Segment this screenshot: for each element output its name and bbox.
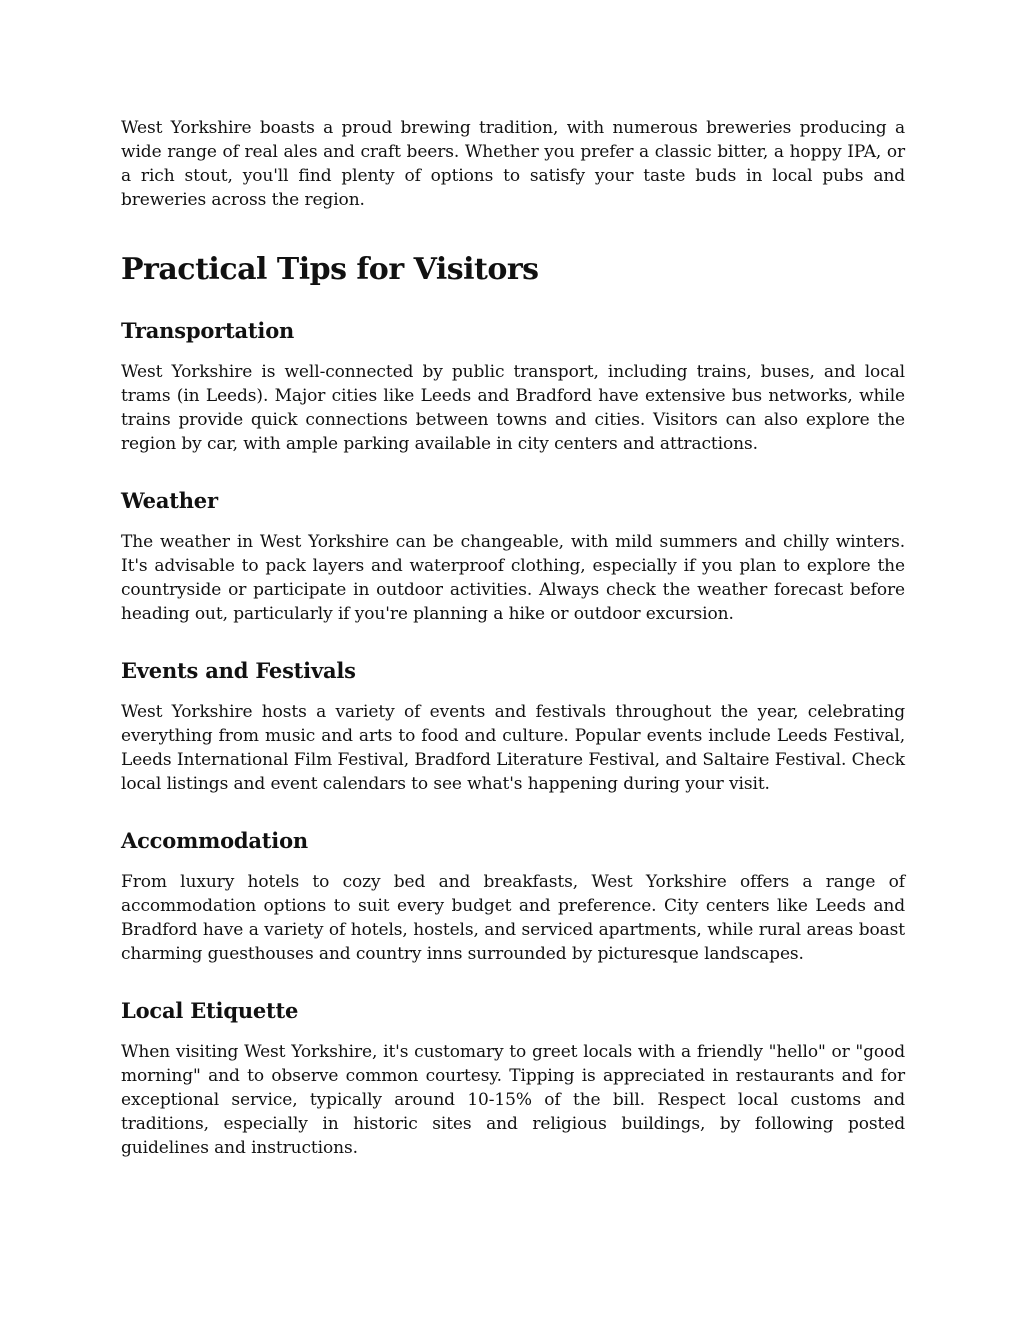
section-title-etiquette: Local Etiquette [121, 998, 299, 1023]
section-weather [121, 486, 905, 626]
section-title-transportation: Transportation [121, 318, 295, 343]
section-etiquette [121, 996, 905, 1160]
section-transportation [121, 316, 905, 456]
section-body-etiquette: When visiting West Yorkshire, it's customary to greet locals with a friendly "hello" or "good morning" and to observe common courtesy. Tipping is appreciated in restaurants and for exceptional service, typically around 10-15% of the bill. Respect local customs and traditions, especially in historic sites and religious buildings, by following posted guidelines and instructions. [121, 1042, 905, 1158]
page-heading: Practical Tips for Visitors [121, 252, 539, 287]
section-title-events: Events and Festivals [121, 658, 356, 683]
intro-paragraph: West Yorkshire boasts a proud brewing tradition, with numerous breweries producing a wide range of real ales and craft beers. Whether you prefer a classic bitter, a hoppy IPA, or a rich stout, you'll find plenty of options to satisfy your taste buds in local pubs and breweries across the region. [121, 118, 905, 210]
document-page [121, 116, 905, 1160]
section-events [121, 656, 905, 796]
section-body-events: West Yorkshire hosts a variety of events and festivals throughout the year, celebrating everything from music and arts to food and culture. Popular events include Leeds Festival, Leeds International Film Festival, Bradford Literature Festival, and Saltaire Festival. Check local listings and event calendars to see what's happening during your visit. [121, 702, 905, 794]
section-body-transportation: West Yorkshire is well-connected by public transport, including trains, buses, and local trams (in Leeds). Major cities like Leeds and Bradford have extensive bus networks, while trains provide quick connections between towns and cities. Visitors can also explore the region by car, with ample parking available in city centers and attractions. [121, 362, 905, 454]
section-body-weather: The weather in West Yorkshire can be changeable, with mild summers and chilly winters. It's advisable to pack layers and waterproof clothing, especially if you plan to explore the countryside or participate in outdoor activities. Always check the weather forecast before heading out, particularly if you're planning a hike or outdoor excursion. [121, 532, 905, 624]
section-body-accommodation: From luxury hotels to cozy bed and breakfasts, West Yorkshire offers a range of accommodation options to suit every budget and preference. City centers like Leeds and Bradford have a variety of hotels, hostels, and serviced apartments, while rural areas boast charming guesthouses and country inns surrounded by picturesque landscapes. [121, 872, 905, 964]
section-title-weather: Weather [121, 488, 218, 513]
section-accommodation [121, 826, 905, 966]
section-heading-wrap [121, 250, 905, 290]
section-title-accommodation: Accommodation [121, 828, 308, 853]
